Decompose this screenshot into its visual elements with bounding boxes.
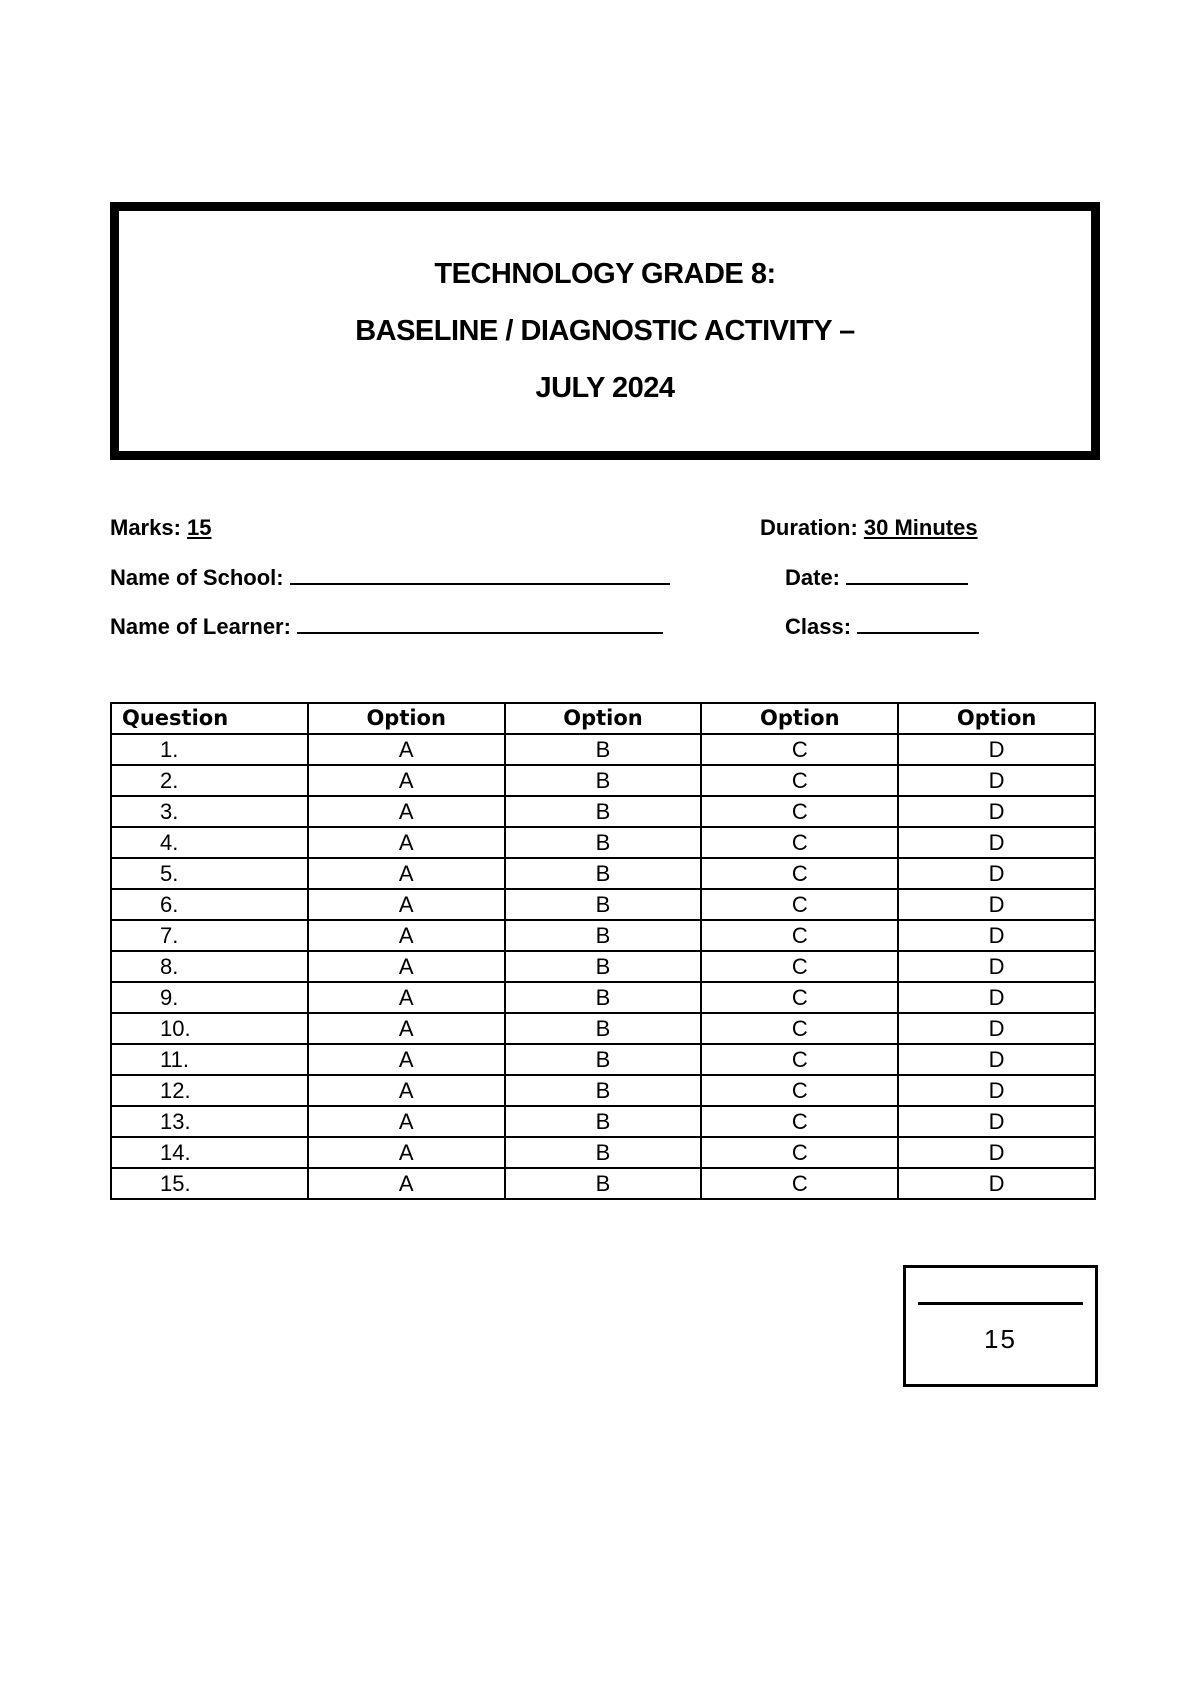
option-b[interactable]: B — [505, 796, 702, 827]
question-number: 2. — [111, 765, 308, 796]
option-d[interactable]: D — [898, 734, 1095, 765]
marks-label: Marks: — [110, 515, 181, 540]
header-option: Option — [505, 703, 702, 734]
option-b[interactable]: B — [505, 1075, 702, 1106]
table-row — [111, 1075, 1095, 1106]
table-row — [111, 827, 1095, 858]
option-d[interactable]: D — [898, 920, 1095, 951]
option-d[interactable]: D — [898, 796, 1095, 827]
option-b[interactable]: B — [505, 1137, 702, 1168]
table-row — [111, 1044, 1095, 1075]
table-row — [111, 920, 1095, 951]
table-row — [111, 765, 1095, 796]
option-d[interactable]: D — [898, 1044, 1095, 1075]
table-row — [111, 858, 1095, 889]
header-option: Option — [898, 703, 1095, 734]
option-c[interactable]: C — [701, 889, 898, 920]
option-c[interactable]: C — [701, 1106, 898, 1137]
option-d[interactable]: D — [898, 951, 1095, 982]
option-b[interactable]: B — [505, 951, 702, 982]
option-d[interactable]: D — [898, 982, 1095, 1013]
table-row — [111, 889, 1095, 920]
option-d[interactable]: D — [898, 1106, 1095, 1137]
option-d[interactable]: D — [898, 765, 1095, 796]
header-option: Option — [308, 703, 505, 734]
score-total: 15 — [984, 1324, 1017, 1354]
option-c[interactable]: C — [701, 765, 898, 796]
table-row — [111, 1137, 1095, 1168]
title-box — [110, 202, 1100, 460]
table-row — [111, 982, 1095, 1013]
option-d[interactable]: D — [898, 1013, 1095, 1044]
option-a[interactable]: A — [308, 1106, 505, 1137]
option-c[interactable]: C — [701, 858, 898, 889]
option-c[interactable]: C — [701, 982, 898, 1013]
table-row — [111, 796, 1095, 827]
option-a[interactable]: A — [308, 1168, 505, 1199]
option-a[interactable]: A — [308, 1013, 505, 1044]
option-d[interactable]: D — [898, 827, 1095, 858]
option-c[interactable]: C — [701, 1168, 898, 1199]
option-a[interactable]: A — [308, 1044, 505, 1075]
option-b[interactable]: B — [505, 982, 702, 1013]
option-d[interactable]: D — [898, 1137, 1095, 1168]
question-number: 3. — [111, 796, 308, 827]
question-number: 4. — [111, 827, 308, 858]
header-row — [111, 703, 1095, 734]
class-info — [785, 612, 979, 640]
question-number: 12. — [111, 1075, 308, 1106]
title-line-1: TECHNOLOGY GRADE 8: — [434, 257, 776, 290]
duration-value: 30 Minutes — [863, 515, 978, 540]
option-a[interactable]: A — [308, 1137, 505, 1168]
header-question: Question — [111, 703, 308, 734]
question-number: 11. — [111, 1044, 308, 1075]
option-c[interactable]: C — [701, 1013, 898, 1044]
option-a[interactable]: A — [308, 734, 505, 765]
option-d[interactable]: D — [898, 889, 1095, 920]
option-c[interactable]: C — [701, 1075, 898, 1106]
option-d[interactable]: D — [898, 1075, 1095, 1106]
learner-info — [110, 612, 663, 640]
table-row — [111, 1106, 1095, 1137]
option-a[interactable]: A — [308, 1075, 505, 1106]
marks-value: 15 — [187, 515, 212, 540]
option-b[interactable]: B — [505, 734, 702, 765]
option-b[interactable]: B — [505, 1106, 702, 1137]
duration-info — [760, 515, 978, 541]
option-a[interactable]: A — [308, 889, 505, 920]
question-number: 7. — [111, 920, 308, 951]
option-b[interactable]: B — [505, 920, 702, 951]
question-number: 9. — [111, 982, 308, 1013]
option-c[interactable]: C — [701, 796, 898, 827]
option-a[interactable]: A — [308, 982, 505, 1013]
option-d[interactable]: D — [898, 1168, 1095, 1199]
question-number: 15. — [111, 1168, 308, 1199]
duration-label: Duration: — [760, 515, 858, 540]
marks-info — [110, 515, 212, 541]
question-number: 1. — [111, 734, 308, 765]
question-number: 14. — [111, 1137, 308, 1168]
option-a[interactable]: A — [308, 920, 505, 951]
option-b[interactable]: B — [505, 827, 702, 858]
option-c[interactable]: C — [701, 827, 898, 858]
date-info — [785, 563, 968, 591]
answer-table — [110, 702, 1096, 1200]
option-c[interactable]: C — [701, 734, 898, 765]
school-blank[interactable] — [290, 563, 670, 585]
date-blank[interactable] — [846, 563, 968, 585]
option-a[interactable]: A — [308, 858, 505, 889]
option-b[interactable]: B — [505, 889, 702, 920]
table-row — [111, 1013, 1095, 1044]
option-c[interactable]: C — [701, 1137, 898, 1168]
date-label: Date: — [785, 565, 841, 590]
option-c[interactable]: C — [701, 1044, 898, 1075]
learner-label: Name of Learner: — [110, 614, 291, 639]
option-b[interactable]: B — [505, 1044, 702, 1075]
option-b[interactable]: B — [505, 858, 702, 889]
score-line[interactable] — [918, 1302, 1083, 1305]
option-c[interactable]: C — [701, 951, 898, 982]
class-label: Class: — [785, 614, 852, 639]
option-b[interactable]: B — [505, 765, 702, 796]
question-number: 6. — [111, 889, 308, 920]
school-info — [110, 563, 670, 591]
question-number: 13. — [111, 1106, 308, 1137]
school-label: Name of School: — [110, 565, 284, 590]
title-line-2: BASELINE / DIAGNOSTIC ACTIVITY – — [355, 314, 855, 347]
class-blank[interactable] — [857, 612, 979, 634]
table-row — [111, 951, 1095, 982]
option-b[interactable]: B — [505, 1168, 702, 1199]
header-option: Option — [701, 703, 898, 734]
option-c[interactable]: C — [701, 920, 898, 951]
option-a[interactable]: A — [308, 765, 505, 796]
table-row — [111, 734, 1095, 765]
option-a[interactable]: A — [308, 796, 505, 827]
option-b[interactable]: B — [505, 1013, 702, 1044]
option-d[interactable]: D — [898, 858, 1095, 889]
question-number: 10. — [111, 1013, 308, 1044]
learner-blank[interactable] — [297, 612, 663, 634]
table-row — [111, 1168, 1095, 1199]
score-box — [903, 1265, 1098, 1387]
option-a[interactable]: A — [308, 951, 505, 982]
question-number: 5. — [111, 858, 308, 889]
option-a[interactable]: A — [308, 827, 505, 858]
title-line-3: JULY 2024 — [535, 371, 675, 404]
question-number: 8. — [111, 951, 308, 982]
